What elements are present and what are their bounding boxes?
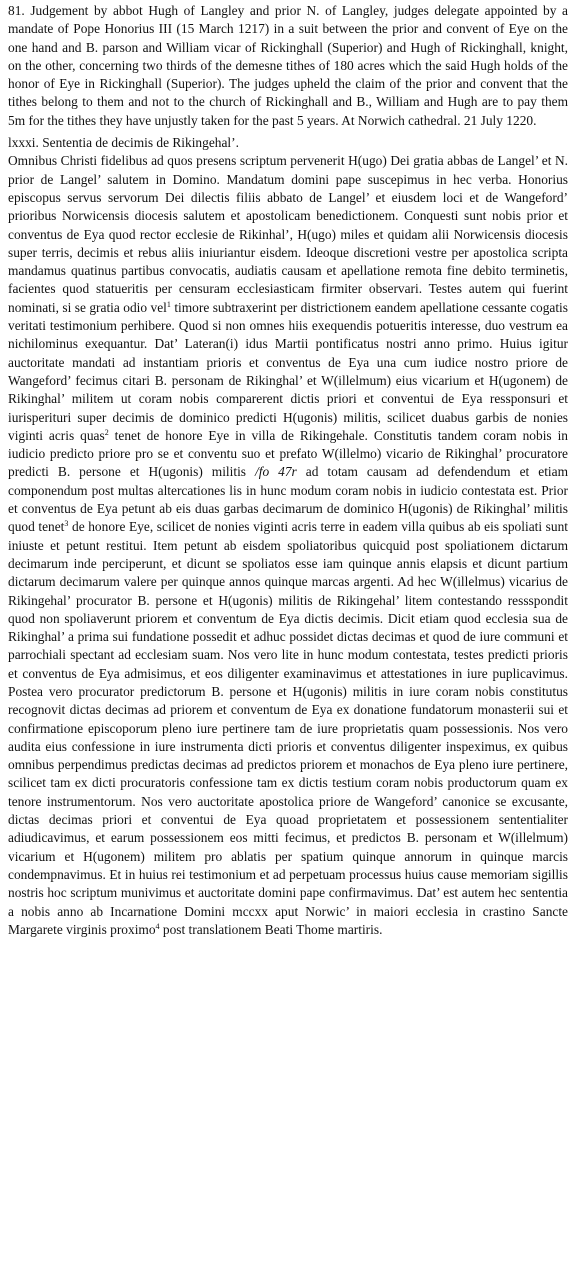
latin-text-part: Omnibus Christi fidelibus ad quos presens scriptum pervenerit H(ugo) Dei gratia abbas de Langel’ et N. prior de Langel’ salutem in Domino. Mandatum domini pape suscepimus in hec verba. Honorius episcopus servus servorum Dei dilectis filiis abbato de Langel’ et eiusdem loci et de Wangeford’ prioribus Norwicensis diocesis salutem et apostolicam benedictionem. Conquesti sunt nobis prior et conventus de Eya quod rector ecclesie de Rikinhal’, H(ugo) miles et quidam alii Norwicensis diocesis super terris, decimis et rebus aliis iniuriantur eisdem. Ideoque discretioni vestre per apostolica scripta mandamus quatinus partibus convocatis, audiatis causam et apellatione remota fine debito terminetis, facientes quod statueritis per censuram ecclesiasticam firmiter observari. Testes autem qui fuerint nominati, si se gratia odio vel xyxy=(8,153,568,315)
footnote-marker[interactable]: 3 xyxy=(64,519,69,529)
folio-marker: /fo 47r xyxy=(255,464,297,480)
latin-heading: lxxxi. Sententia de decimis de Rikingehal’. xyxy=(8,135,239,151)
latin-text-part: timore subtraxerint per districtionem eandem apellatione cessante cogatis veritati testimonium perhibere. Quod si non omnes hiis exequendis potueritis interesse, duo vestrum ea nichilominus exequantur. Dat’ Lateran(i) idus Martii pontificatus nostri anno primo. Huius igitur auctoritate mandati ad instantiam prioris et conventus de Eya una cum iudice nostro priore de Wangeford’ fecimus citari B. personam de Rikinghal’ et W(illelmum) eius vicarium et H(ugonem) de Rikinghal’ militem ut coram nobis comparerent dictis priori et conventui de Eya ressponsuri et iurisperituri super decimis de dominico predicti H(ugonis) militis, scilicet duabus garbis de nonies viginti acris quas xyxy=(8,299,568,443)
footnote-marker[interactable]: 4 xyxy=(155,921,160,931)
latin-text-part: tenet de honore Eye in villa de Rikingehale. Constitutis tandem coram nobis in iudicio predicto priore pro se et conventu suo et prefato W(illelmo) vicario de Rikinghal’ procuratore predicti B. persone et H(ugonis) militis xyxy=(8,427,568,480)
latin-text-part: post translationem Beati Thome martiris. xyxy=(159,921,383,937)
entry-summary: 81. Judgement by abbot Hugh of Langley and prior N. of Langley, judges delegate appointed by a mandate of Pope Honorius III (15 March 1217) in a suit between the prior and convent of Eye on the one hand and B. parson and William vicar of Rickinghall (Superior) and Hugh of Rickinghall, knight, on the other, concerning two thirds of the demesne tithes of 180 acres which the said Hugh holds of the honor of Eye in Rickinghall (Superior). The judges upheld the claim of the prior and convent that the tithes belong to them and not to the church of Rickinghall and B., William and Hugh are to pay them 5m for the tithes they have unjustly taken for the past 5 years. At Norwich cathedral. 21 July 1220. xyxy=(8,3,568,128)
latin-text-part: ad totam causam ad defendendum et etiam componendum post multas altercationes lis in hunc modum coram nobis in iudicio contestata est. Prior et conventus de Eya petunt ab eis duas garbas decimarum de dominico H(ugonis) de Rikinghal’ militis quod tenet xyxy=(8,464,568,535)
latin-text-part: de honore Eye, scilicet de nonies viginti acris terre in eadem villa quibus ab eis spoliati sunt iniuste et petunt restitui. Item petunt ab eisdem spoliatoribus quicquid post spoliationem dictarum decimarum inde perciperunt, et dicunt se spoliatos esse iam quinque annis elapsis et dicunt partium dictarum decimarum valere per quinque annos quinque marcas argenti. Ad hec W(illelmus) vicarius de Rikingehal’ procurator B. persone et H(ugonis) militis de Rikingehal’ litem contestando ressspondit quod non spoliaverunt priorem et conventum de Eya dictis decimis. Dicit etiam quod ecclesia sua de Rikinghal’ a prima sui fundatione possedit et adhuc possidet dictas decimas et quod de iure communi et parrochiali spectant ad ecclesiam suam. Nos vero lite in hunc modum contestata, testes predicti prioris et conventus de Eya admisimus, et eos diligenter examinavimus et attestationes in iure puplicavimus. Postea vero procurator predictorum B. persone et H(ugonis) militis in iure coram nobis constitutus recognovit dictas decimas ad priorem et conventum de Eya ex donatione fundatorum monasterii sui et confirmatione episcoporum pleno iure pertinere tam de iure proprietatis quam possessionis. Nos vero audita eius confessione in iure instrumenta dicti prioris et conventus diligenter inspeximus, ex quibus omnibus perpendimus predictas decimas ad predictos priorem et monachos de Eya pleno iure pertinere, scilicet tam ex dicti procuratoris confessione tam ex dictis testium coram nobis productorum quam ex tenore instrumentorum. Nos vero auctoritate apostolica priore de Wangeford’ canonice se excusante, dictas decimas priori et conventui de Eya quoad proprietatem et possessionem sententialiter adiudicavimus, et earum possessionem eos mitti fecimus, et predictos B. personam et W(illelmum) vicarium et H(ugonem) militem pro ablatis per spatium quinque annorum in quinque marcis condempnavimus. Et in huius rei testimonium et ad perpetuam processus huius cause memoriam sigillis nostris hoc scriptum munivimus et auctoritate domini pape confirmavimus. Dat’ est autem hec sententia a nobis anno ab Incarnatione Domini mccxx aput Norwic’ in maiori ecclesia in crastino Sancte Margarete virginis proximo xyxy=(8,519,568,937)
latin-text xyxy=(8,152,568,939)
footnote-marker[interactable]: 1 xyxy=(166,299,171,309)
footnote-marker[interactable]: 2 xyxy=(104,427,109,437)
